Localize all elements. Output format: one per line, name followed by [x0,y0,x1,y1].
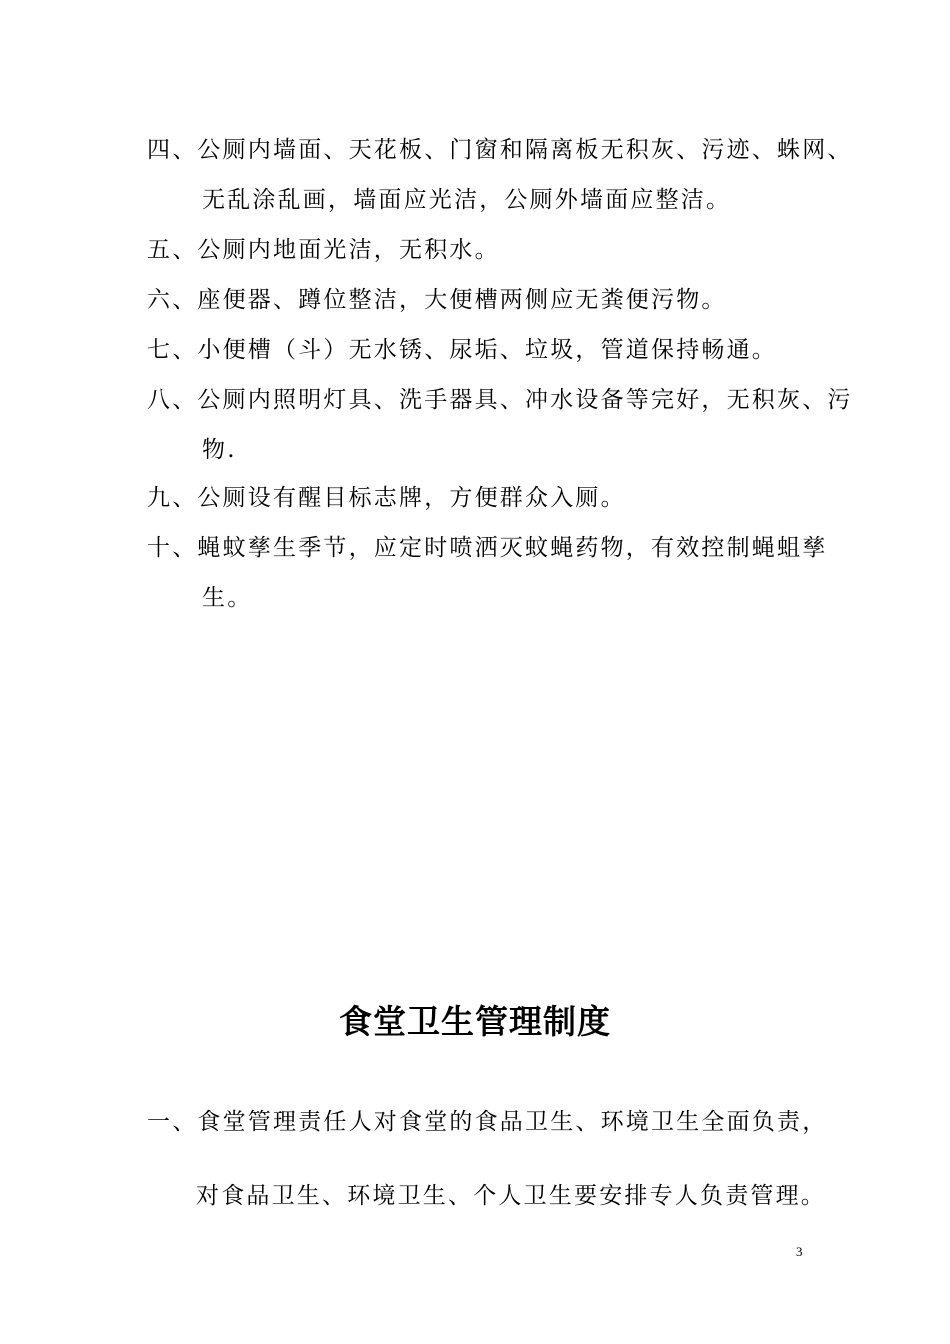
rule-item-4-line-2: 无乱涂乱画，墙面应光洁，公厕外墙面应整洁。 [202,187,732,213]
rule-item-7: 七、小便槽（斗）无水锈、尿垢、垃圾，管道保持畅通。 [147,337,777,363]
rule-item-10-line-2: 生。 [202,585,253,611]
canteen-item-1-line-1: 一、食堂管理责任人对食堂的食品卫生、环境卫生全面负责， [147,1109,828,1135]
rule-item-10-line-1: 十、蝇蚊孳生季节，应定时喷洒灭蚊蝇药物，有效控制蝇蛆孳 [147,535,828,561]
section-title: 食堂卫生管理制度 [339,1002,611,1041]
canteen-item-1-line-2: 对食品卫生、环境卫生、个人卫生要安排专人负责管理。 [196,1183,826,1209]
rule-item-5: 五、公厕内地面光洁，无积水。 [147,237,500,263]
page-number: 3 [796,1244,803,1259]
rule-item-8-line-2: 物. [202,437,237,463]
rule-item-8-line-1: 八、公厕内照明灯具、洗手器具、冲水设备等完好，无积灰、污 [147,387,853,413]
rule-item-6: 六、座便器、蹲位整洁，大便槽两侧应无粪便污物。 [147,287,727,313]
rule-item-4-line-1: 四、公厕内墙面、天花板、门窗和隔离板无积灰、污迹、蛛网、 [147,137,853,163]
rule-item-9: 九、公厕设有醒目标志牌，方便群众入厕。 [147,485,626,511]
